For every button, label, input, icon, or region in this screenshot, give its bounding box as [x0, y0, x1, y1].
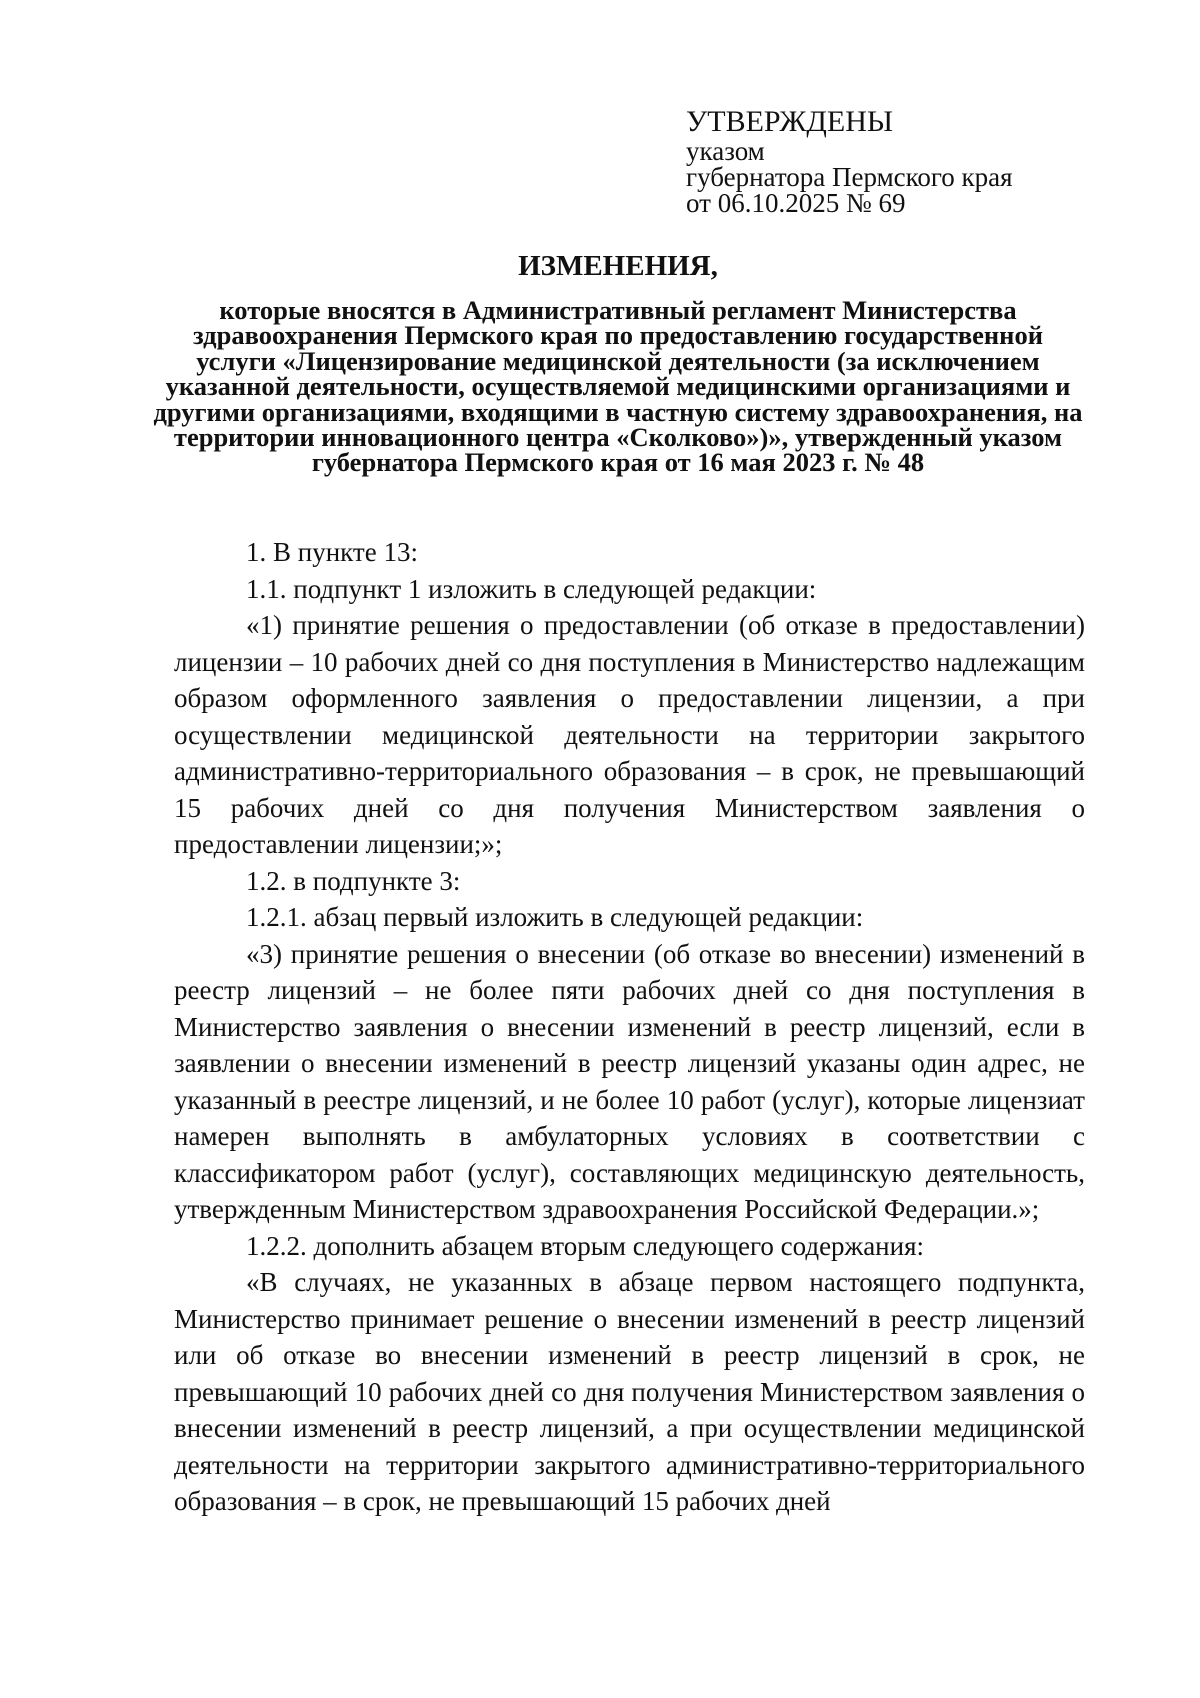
document-title: ИЗМЕНЕНИЯ,	[518, 250, 718, 282]
paragraph: 1.2.2. дополнить абзацем вторым следующего содержания:	[246, 1230, 925, 1261]
approval-line: указом	[686, 136, 765, 166]
paragraph: 1. В пункте 13:	[246, 537, 418, 567]
approval-heading: УТВЕРЖДЕНЫ	[686, 105, 894, 138]
document-title-block	[150, 248, 1086, 476]
paragraph: 1.1. подпункт 1 изложить в следующей редакции:	[246, 573, 817, 604]
approval-line: губернатора Пермского края	[686, 162, 1013, 192]
paragraph: «3) принятие решения о внесении (об отказе во внесении) изменений в реестр лицензий – не более пяти рабочих дней со дня поступления в Министерство заявления о внесении изменений в реестр лицензий, если в заявлении о внесении изменений в реестр лицензий указаны один адрес, не указанный в реестре лицензий, и не более 10 работ (услуг), которые лицензиат намерен выполнять в амбулаторных условиях в соответствии с классификатором работ (услуг), составляющих медицинскую деятельность, утвержденным Министерством здравоохранения Российской Федерации.»;	[174, 938, 1085, 1224]
paragraph: «В случаях, не указанных в абзаце первом настоящего подпункта, Министерство принимает решение о внесении изменений в реестр лицензий или об отказе во внесении изменений в реестр лицензий в срок, не превышающий 10 рабочих дней со дня получения Министерством заявления о внесении изменений в реестр лицензий, а при осуществлении медицинской деятельности на территории закрытого административно-территориального образования – в срок, не превышающий 15 рабочих дней	[174, 1267, 1085, 1516]
paragraph: 1.2.1. абзац первый изложить в следующей редакции:	[246, 902, 864, 932]
document-body	[174, 534, 1085, 1520]
document-subtitle: которые вносятся в Административный регламент Министерства здравоохранения Пермского края по предоставлению государственной услуги «Лицензирование медицинской деятельности (за исключением указанной деятельности, осуществляемой медицинскими организациями и другими организациями, входящими в частную систему здравоохранения, на территории инновационного центра «Сколково»)», утвержденный указом губернатора Пермского края от 16 мая 2023 г. № 48	[153, 295, 1083, 478]
paragraph: 1.2. в подпункте 3:	[246, 865, 461, 896]
approval-stamp	[686, 106, 1156, 216]
paragraph: «1) принятие решения о предоставлении (об отказе в предоставлении) лицензии – 10 рабочих дней со дня поступления в Министерство надлежащим образом оформленного заявления о предоставлении лицензии, а при осуществлении медицинской деятельности на территории закрытого административно-территориального образования – в срок, не превышающий 15 рабочих дней со дня получения Министерством заявления о предоставлении лицензии;»;	[174, 610, 1085, 859]
approval-date-line: от 06.10.2025 № 69	[686, 188, 906, 218]
